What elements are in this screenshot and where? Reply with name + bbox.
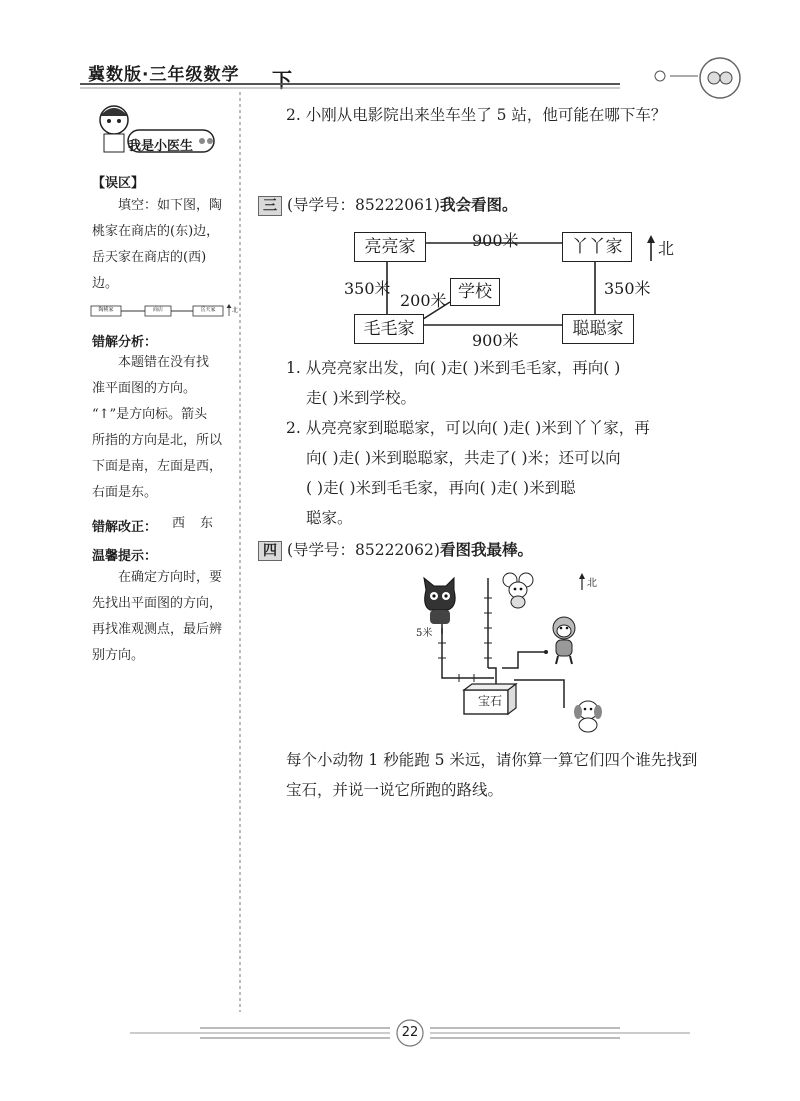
mini-map-right: 岳天家 bbox=[200, 307, 216, 313]
q2-line: 聪家。 bbox=[306, 509, 353, 527]
q2-line: ( )走( )米到毛毛家，再向( )走( )米到聪 bbox=[306, 479, 576, 497]
analysis-title: 错解分析： bbox=[92, 335, 158, 350]
map-congcong: 聪聪家 bbox=[562, 314, 634, 344]
cat-icon bbox=[418, 576, 462, 626]
figure-treasure-label: 宝石 bbox=[477, 694, 502, 708]
section4-text bbox=[286, 745, 736, 805]
monkey-icon bbox=[548, 614, 582, 666]
tip-line: 再找准观测点，最后辨 bbox=[92, 622, 223, 637]
tip-line: 先找出平面图的方向， bbox=[92, 596, 223, 611]
figure-scale-label: 5米 bbox=[416, 628, 433, 639]
tip-text bbox=[92, 565, 234, 669]
map-north-label: 北 bbox=[658, 239, 675, 258]
map-top-distance: 900米 bbox=[472, 231, 519, 250]
map-school-distance: 200米 bbox=[400, 291, 447, 310]
sidebar-error-text bbox=[92, 193, 232, 297]
map-bottom-distance: 900米 bbox=[472, 331, 519, 350]
q2-line: 向( )走( )米到聪聪家，共走了( )米；还可以向 bbox=[306, 449, 621, 467]
sidebar-badge-label: 我是小医生 bbox=[128, 139, 194, 154]
tip-line: 在确定方向时，要 bbox=[118, 570, 223, 585]
header-decoration-icon bbox=[640, 52, 750, 102]
section4-line: 宝石，并说一说它所跑的路线。 bbox=[286, 781, 504, 799]
section3-title: 我会看图。 bbox=[439, 196, 518, 214]
error-line: 填空：如下图，陶 bbox=[118, 198, 223, 213]
column-divider bbox=[238, 92, 242, 1012]
analysis-line: 准平面图的方向。 bbox=[92, 381, 197, 396]
page-number: 22 bbox=[401, 1025, 419, 1040]
analysis-text bbox=[92, 350, 234, 506]
north-arrow-icon bbox=[645, 234, 657, 262]
analysis-line: 下面是南，左面是西， bbox=[92, 459, 223, 474]
tip-title: 温馨提示： bbox=[92, 549, 158, 564]
map-liangliang: 亮亮家 bbox=[354, 232, 426, 262]
mouse-icon bbox=[500, 572, 536, 610]
error-line: 岳天家在商店的(西) bbox=[92, 250, 207, 265]
section3-ref: (导学号：85222061) bbox=[286, 196, 440, 214]
section4-label: 四 bbox=[258, 541, 282, 561]
header-title: 冀数版·三年级数学 bbox=[88, 65, 240, 85]
q1-line: 走( )米到学校。 bbox=[306, 389, 417, 407]
analysis-line: 所指的方向是北，所以 bbox=[92, 433, 223, 448]
map-school: 学校 bbox=[450, 278, 500, 306]
figure-north-label: 北 bbox=[587, 578, 597, 589]
dog-icon bbox=[570, 698, 606, 734]
header-volume: 下 bbox=[272, 68, 292, 92]
error-line: 桃家在商店的(东)边， bbox=[92, 224, 220, 239]
correction-west: 西 bbox=[172, 516, 186, 531]
section3-label: 三 bbox=[258, 196, 282, 216]
q1-line: 1. 从亮亮家出发，向( )走( )米到毛毛家，再向( ) bbox=[286, 359, 621, 377]
tip-line: 别方向。 bbox=[92, 648, 145, 663]
analysis-line: 右面是东。 bbox=[92, 485, 158, 500]
map-yaya: 丫丫家 bbox=[562, 232, 632, 262]
map-right-distance: 350米 bbox=[604, 279, 651, 298]
analysis-line: “↑”是方向标。箭头 bbox=[92, 407, 208, 422]
correction-title: 错解改正： bbox=[92, 520, 158, 535]
section4-title: 看图我最棒。 bbox=[439, 541, 533, 559]
mini-map-center: 商店 bbox=[152, 307, 163, 313]
section3-heading bbox=[258, 190, 517, 220]
sidebar-section-label: 【误区】 bbox=[92, 176, 145, 191]
section4-line: 每个小动物 1 秒能跑 5 米远，请你算一算它们四个谁先找到 bbox=[286, 751, 698, 769]
map-left-distance: 350米 bbox=[344, 279, 391, 298]
q2-line: 2. 从亮亮家到聪聪家，可以向( )走( )米到丫丫家，再 bbox=[286, 419, 650, 437]
section4-heading bbox=[258, 535, 533, 565]
correction-east: 东 bbox=[200, 516, 214, 531]
mini-map-north: 北 bbox=[232, 307, 239, 314]
mini-map-left: 陶桃家 bbox=[98, 307, 114, 313]
section4-ref: (导学号：85222062) bbox=[286, 541, 440, 559]
error-line: 边。 bbox=[92, 276, 119, 291]
map-maomao: 毛毛家 bbox=[354, 314, 424, 344]
section3-q2 bbox=[286, 413, 736, 533]
analysis-line: 本题错在没有找 bbox=[118, 355, 210, 370]
q2-top-text: 2. 小刚从电影院出来坐车坐了 5 站，他可能在哪下车？ bbox=[286, 106, 667, 124]
section3-q1 bbox=[286, 353, 736, 413]
